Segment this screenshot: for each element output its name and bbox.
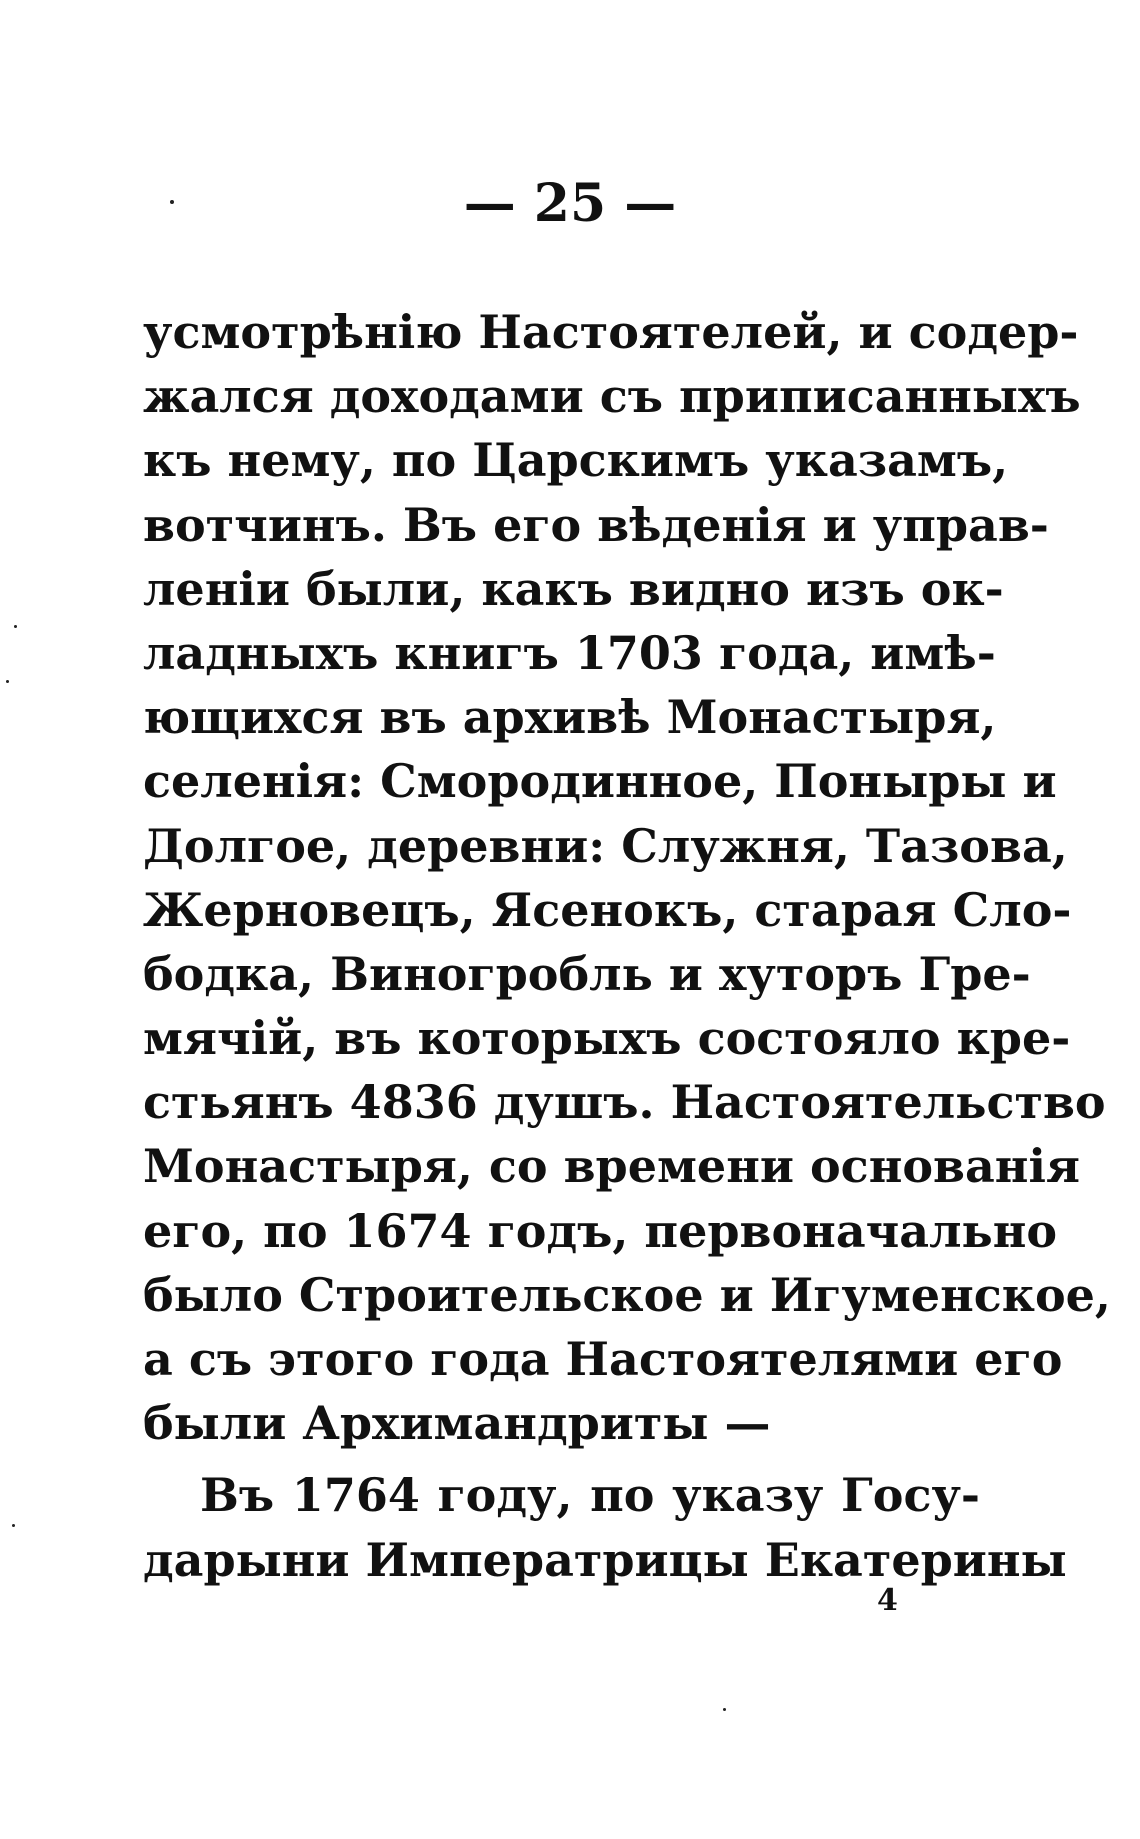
text-line: Монастыря, со времени основанія bbox=[143, 1139, 1080, 1194]
text-line: селенія: Смородинное, Поныры и bbox=[143, 754, 1057, 809]
print-speck bbox=[6, 680, 9, 683]
text-line: вотчинъ. Въ его вѣденія и управ- bbox=[143, 497, 1049, 552]
signature-mark: 4 bbox=[877, 1583, 898, 1618]
text-line: жался доходами съ приписанныхъ bbox=[143, 369, 1081, 424]
text-line: Въ 1764 году, по указу Госу- bbox=[200, 1468, 980, 1523]
text-line: ющихся въ архивѣ Монастыря, bbox=[143, 690, 997, 745]
text-line: Долгое, деревни: Служня, Тазова, bbox=[143, 818, 1068, 873]
print-speck bbox=[170, 200, 174, 204]
paragraph-gap bbox=[143, 1455, 980, 1463]
text-line: его, по 1674 годъ, первоначально bbox=[143, 1203, 1058, 1258]
text-line: дарыни Императрицы Екатерины bbox=[143, 1532, 1067, 1587]
text-line: мячій, въ которыхъ состояло кре- bbox=[143, 1011, 1071, 1066]
print-speck bbox=[14, 625, 17, 628]
print-speck bbox=[12, 1524, 15, 1527]
print-speck bbox=[723, 1708, 726, 1711]
text-line: было Строительское и Игуменское, bbox=[143, 1267, 1111, 1322]
text-line: а съ этого года Настоятелями его bbox=[143, 1332, 1063, 1386]
text-line: бодка, Виногробль и хуторъ Гре- bbox=[143, 946, 1031, 1001]
body-text bbox=[143, 300, 1111, 1592]
text-line: были Архимандриты — bbox=[143, 1396, 771, 1451]
text-line: усмотрѣнію Настоятелей, и содер- bbox=[143, 305, 1079, 359]
text-line: леніи были, какъ видно изъ ок- bbox=[143, 561, 1004, 616]
page-number: — 25 — bbox=[463, 173, 677, 234]
text-line: къ нему, по Царскимъ указамъ, bbox=[143, 433, 1009, 488]
text-line: Жерновецъ, Ясенокъ, старая Сло- bbox=[143, 882, 1072, 937]
text-line: стьянъ 4836 душъ. Настоятельство bbox=[143, 1075, 1106, 1130]
text-line: ладныхъ книгъ 1703 года, имѣ- bbox=[143, 625, 996, 680]
